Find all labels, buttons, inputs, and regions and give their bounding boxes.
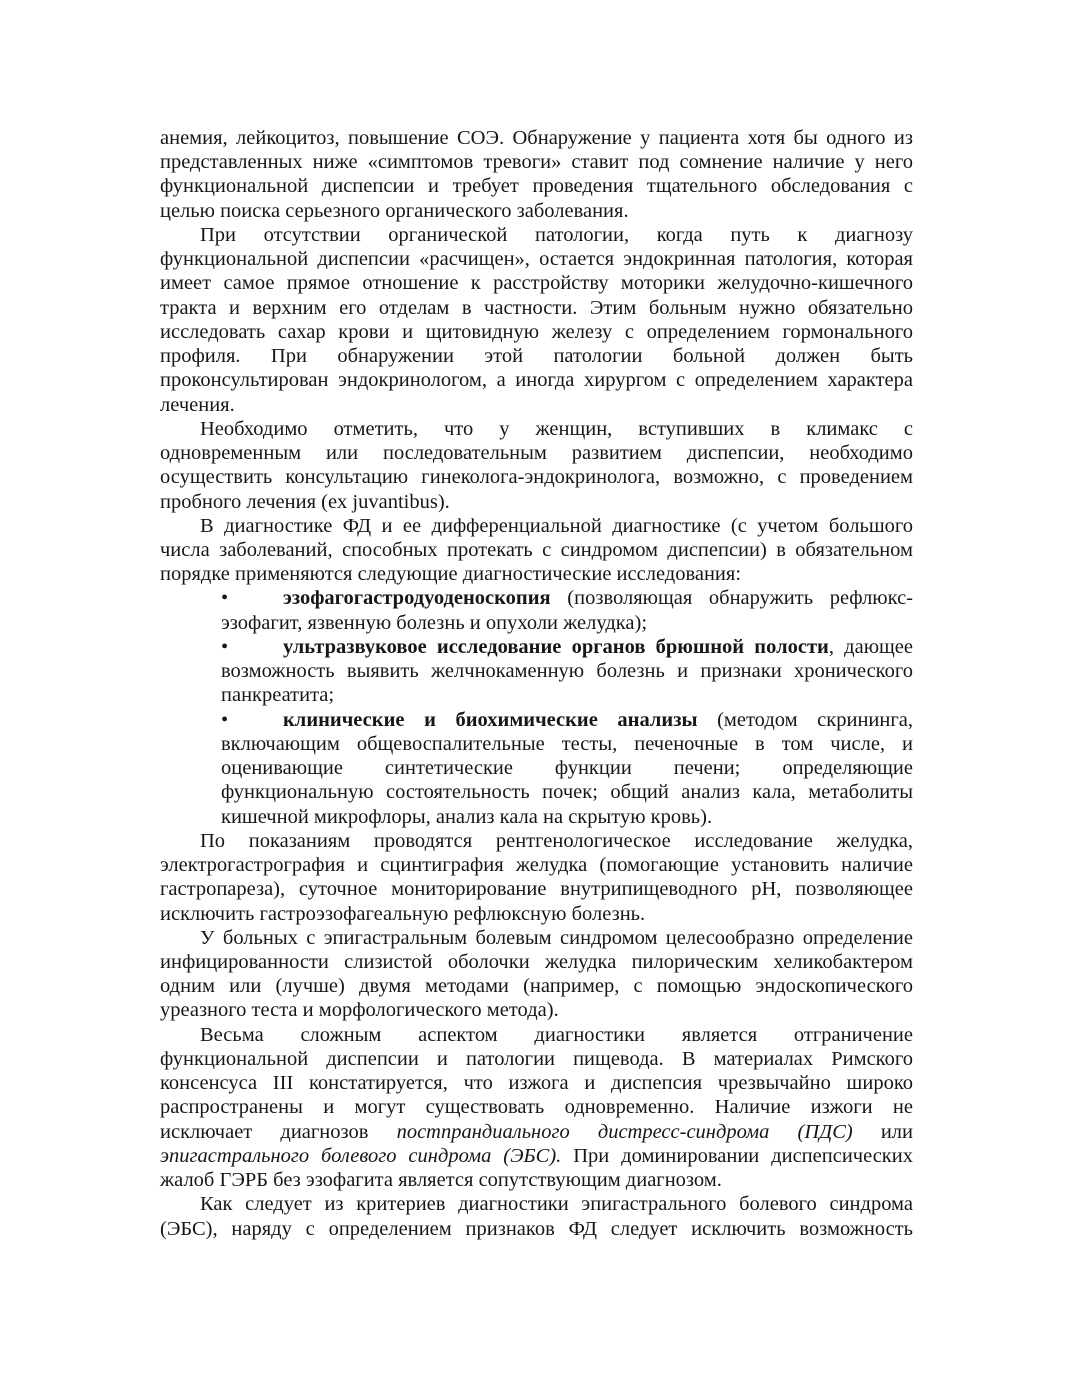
paragraph bbox=[160, 514, 913, 587]
text-run: Как следует из критериев диагностики эпигастрального болевого синдрома bbox=[200, 1193, 913, 1216]
text-run: инфицированности слизистой оболочки желудка пилорическим хеликобактером bbox=[160, 950, 913, 973]
text-line bbox=[160, 829, 913, 853]
text-run: порядке применяются следующие диагностические исследования: bbox=[160, 563, 742, 586]
text-line bbox=[160, 1047, 913, 1071]
bullet-text bbox=[283, 635, 913, 659]
text-line bbox=[160, 174, 913, 198]
text-line bbox=[160, 950, 913, 974]
text-line bbox=[160, 853, 913, 877]
paragraph bbox=[160, 829, 913, 926]
text-run: включающим общевоспалительные тесты, печеночные в том числе, и bbox=[221, 732, 913, 755]
bold-term: ультразвуковое исследование органов брюшной полости bbox=[283, 635, 829, 658]
text-line bbox=[160, 1144, 913, 1168]
text-run: , дающее bbox=[828, 635, 913, 658]
text-run: Весьма сложным аспектом диагностики является отграничение bbox=[200, 1023, 913, 1046]
text-run: По показаниям проводятся рентгенологическое исследование желудка, bbox=[200, 829, 913, 852]
text-run: функциональной диспепсии «расчищен», остается эндокринная патология, которая bbox=[160, 248, 913, 271]
text-line bbox=[160, 223, 913, 247]
text-run: кишечной микрофлоры, анализ кала на скрытую кровь). bbox=[221, 805, 713, 828]
text-line bbox=[160, 126, 913, 150]
bold-term: эзофагогастродуоденоскопия bbox=[283, 587, 551, 610]
bullet-item bbox=[221, 708, 913, 829]
text-line bbox=[160, 247, 913, 271]
text-line bbox=[221, 683, 913, 707]
text-run: проконсультирован эндокринологом, а иногда хирургом с определением характера bbox=[160, 369, 913, 392]
text-line bbox=[221, 732, 913, 756]
italic-term: эпигастрального болевого синдрома (ЭБС). bbox=[160, 1144, 562, 1167]
text-line bbox=[160, 998, 913, 1022]
text-line bbox=[221, 586, 913, 610]
text-line bbox=[160, 417, 913, 441]
text-line bbox=[160, 1120, 913, 1144]
text-line bbox=[160, 465, 913, 489]
text-run: В диагностике ФД и ее дифференциальной диагностике (с учетом большого bbox=[200, 514, 913, 537]
text-run: анемия, лейкоцитоз, повышение СОЭ. Обнаружение у пациента хотя бы одного из bbox=[160, 127, 913, 149]
text-line bbox=[160, 296, 913, 320]
text-line bbox=[160, 877, 913, 901]
text-line bbox=[160, 320, 913, 344]
text-run: электрогастрография и сцинтиграфия желудка (помогающие установить наличие bbox=[160, 854, 913, 877]
text-line bbox=[160, 393, 913, 417]
italic-term: постпрандиального дистресс-синдрома (ПДС) bbox=[396, 1120, 853, 1143]
text-run: (позволяющая обнаружить рефлюкс- bbox=[550, 587, 913, 610]
text-run: уреазного теста и морфологического метода). bbox=[160, 999, 559, 1022]
text-run: представленных ниже «симптомов тревоги» ставит под сомнение наличие у него bbox=[160, 151, 913, 174]
text-run: распространены и могут существовать одновременно. Наличие изжоги не bbox=[160, 1096, 913, 1119]
bullet-item bbox=[221, 635, 913, 708]
text-run: гастропареза), суточное мониторирование внутрипищеводного рН, позволяющее bbox=[160, 878, 913, 901]
text-line bbox=[221, 780, 913, 804]
bullet-marker: • bbox=[221, 635, 229, 658]
paragraph bbox=[160, 1023, 913, 1193]
bullet-text bbox=[283, 586, 913, 610]
document-text bbox=[160, 126, 913, 1241]
text-run: тракта и верхним его отделам в частности. Этим больным нужно обязательно bbox=[160, 296, 913, 319]
text-run: или bbox=[852, 1120, 914, 1143]
text-run: оценивающие синтетические функции печени; определяющие bbox=[221, 757, 913, 780]
text-line bbox=[221, 756, 913, 780]
bullet-text bbox=[283, 708, 913, 732]
paragraph bbox=[160, 126, 913, 223]
text-run: панкреатита; bbox=[221, 684, 335, 707]
text-run: лечения. bbox=[160, 393, 235, 416]
text-run: имеет самое прямое отношение к расстройству моторики желудочно-кишечного bbox=[160, 272, 913, 295]
text-line bbox=[160, 150, 913, 174]
text-line bbox=[160, 199, 913, 223]
text-run: исследовать сахар крови и щитовидную железу с определением гормонального bbox=[160, 320, 913, 343]
text-line bbox=[160, 490, 913, 514]
text-run: пробного лечения (ex juvantibus). bbox=[160, 490, 450, 513]
text-line bbox=[160, 1095, 913, 1119]
text-line bbox=[160, 1168, 913, 1192]
text-run: исключить гастроэзофагеальную рефлюксную болезнь. bbox=[160, 902, 646, 925]
bold-term: клинические и биохимические анализы bbox=[283, 708, 698, 731]
paragraph bbox=[160, 417, 913, 514]
text-run: При доминировании диспепсических bbox=[561, 1144, 913, 1167]
bullet-marker: • bbox=[221, 587, 229, 610]
text-line bbox=[221, 635, 913, 659]
text-run: функциональной диспепсии и требует проведения тщательного обследования с bbox=[160, 175, 913, 198]
text-run: (ЭБС), наряду с определением признаков ФД следует исключить возможность bbox=[160, 1217, 913, 1240]
text-line bbox=[160, 1217, 913, 1241]
text-run: числа заболеваний, способных протекать с синдромом диспепсии) в обязательном bbox=[160, 538, 913, 561]
text-line bbox=[160, 538, 913, 562]
text-run: целью поиска серьезного органического заболевания. bbox=[160, 199, 629, 222]
text-line bbox=[160, 562, 913, 586]
text-line bbox=[160, 368, 913, 392]
bullet-item bbox=[221, 586, 913, 634]
text-line bbox=[160, 441, 913, 465]
text-run: исключает диагнозов bbox=[160, 1120, 397, 1143]
text-line bbox=[160, 974, 913, 998]
text-run: осуществить консультацию гинеколога-эндокринолога, возможно, с проведением bbox=[160, 466, 913, 489]
text-line bbox=[160, 271, 913, 295]
text-line bbox=[160, 1023, 913, 1047]
text-run: одним или (лучше) двумя методами (например, с помощью эндоскопического bbox=[160, 975, 913, 998]
text-run: функциональную состоятельность почек; общий анализ кала, метаболиты bbox=[221, 781, 913, 804]
text-run: жалоб ГЭРБ без эзофагита является сопутствующим диагнозом. bbox=[160, 1169, 722, 1192]
text-line bbox=[160, 1192, 913, 1216]
text-line bbox=[160, 344, 913, 368]
text-run: У больных с эпигастральным болевым синдромом целесообразно определение bbox=[200, 926, 913, 949]
text-line bbox=[160, 514, 913, 538]
bullet-marker: • bbox=[221, 708, 229, 731]
paragraph bbox=[160, 223, 913, 417]
text-line bbox=[221, 659, 913, 683]
text-run: функциональной диспепсии и патологии пищевода. В материалах Римского bbox=[160, 1047, 913, 1070]
text-run: При отсутствии органической патологии, когда путь к диагнозу bbox=[200, 223, 913, 246]
text-line bbox=[160, 902, 913, 926]
text-line bbox=[160, 926, 913, 950]
text-line bbox=[221, 805, 913, 829]
text-run: эзофагит, язвенную болезнь и опухоли желудка); bbox=[221, 611, 648, 634]
paragraph bbox=[160, 926, 913, 1023]
text-run: профиля. При обнаружении этой патологии больной должен быть bbox=[160, 345, 913, 368]
text-run: одновременным или последовательным развитием диспепсии, необходимо bbox=[160, 442, 913, 465]
text-run: возможность выявить желчнокаменную болезнь и признаки хронического bbox=[221, 660, 913, 683]
text-run: Необходимо отметить, что у женщин, вступивших в климакс с bbox=[200, 417, 913, 440]
text-line bbox=[221, 611, 913, 635]
paragraph bbox=[160, 1192, 913, 1240]
text-run: консенсуса III констатируется, что изжога и диспепсия чрезвычайно широко bbox=[160, 1072, 913, 1095]
text-line bbox=[160, 1071, 913, 1095]
text-line bbox=[221, 708, 913, 732]
text-run: (методом скрининга, bbox=[697, 708, 913, 731]
